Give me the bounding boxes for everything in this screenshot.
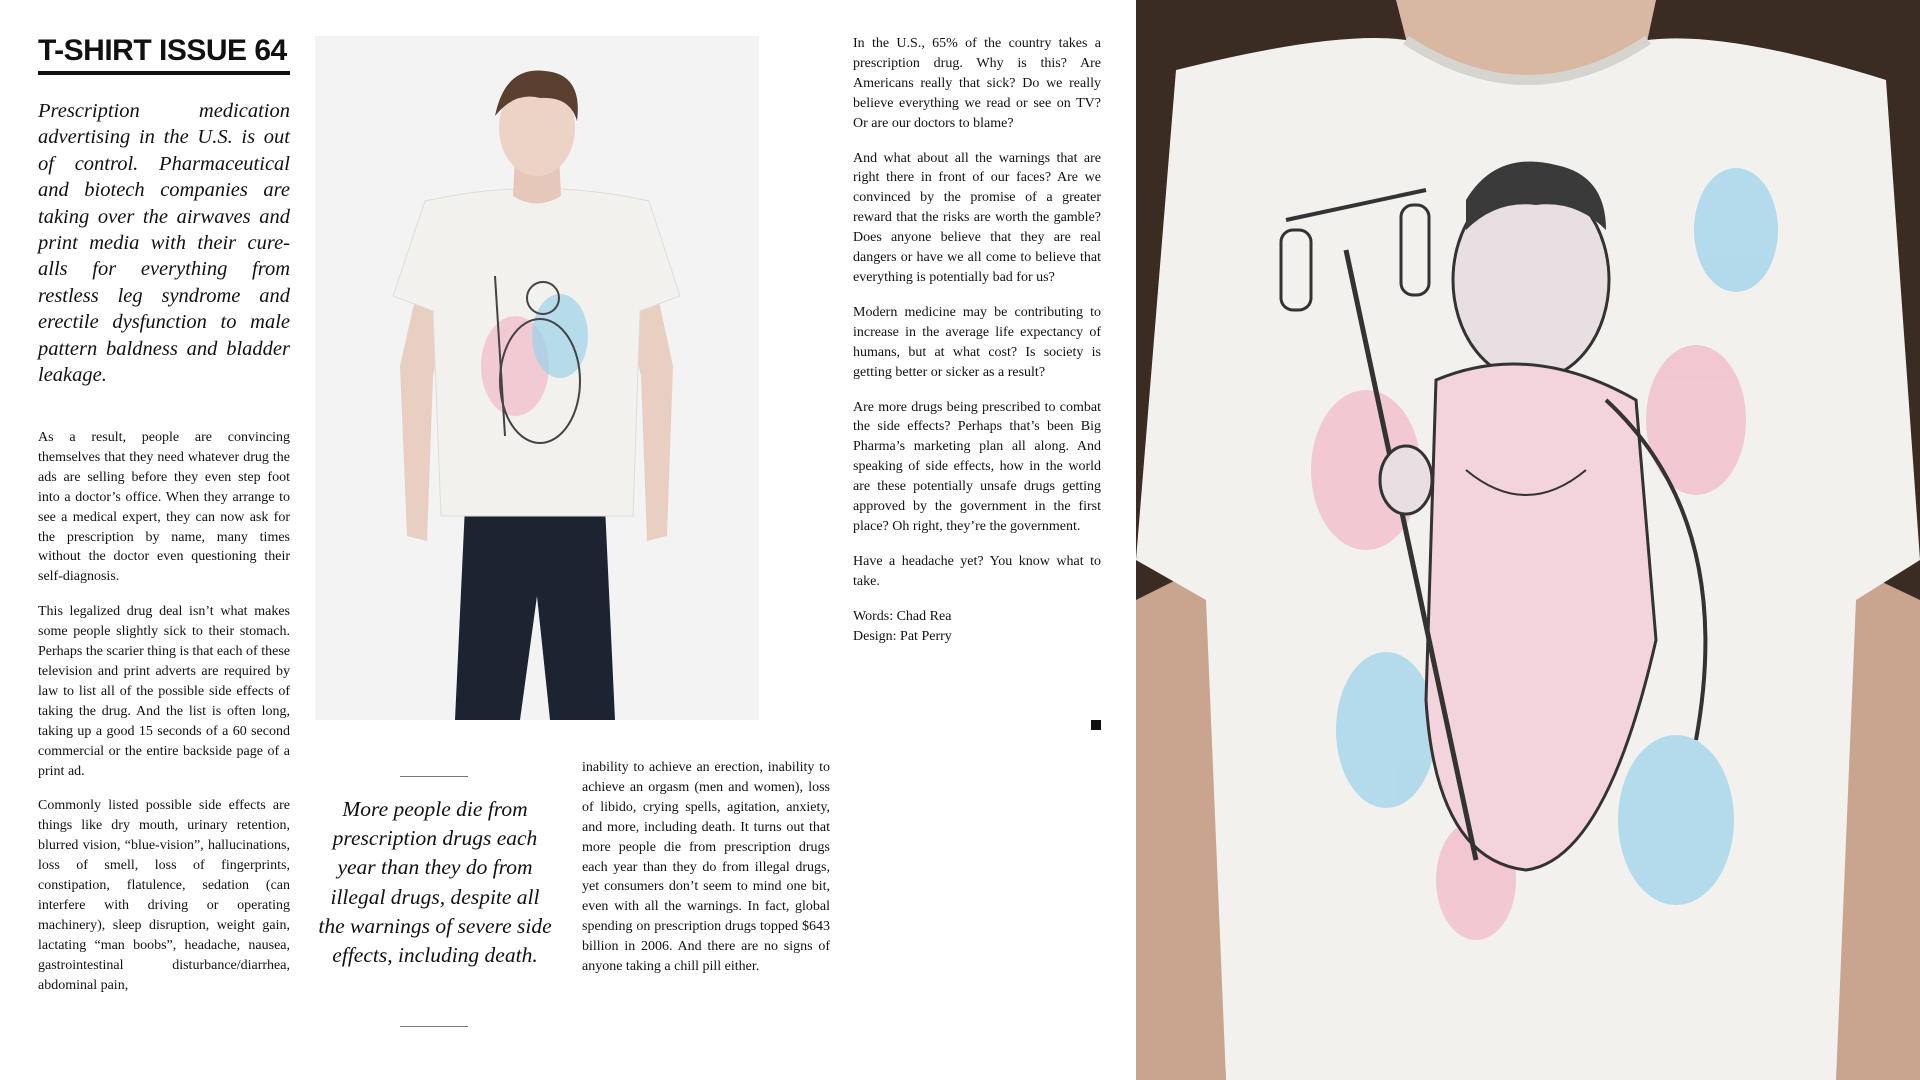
model-photo: [315, 36, 759, 720]
article-lede: Prescription medication advertising in the U.S. is out of control. Pharmaceutical and biotech companies are taking over the airwaves and print media with their cure-alls for everything from restless leg syndrome and erectile dysfunction to male pattern baldness and bladder leakage.: [38, 100, 290, 387]
body-paragraph: This legalized drug deal isn’t what makes some people slightly sick to their stomach. Perhaps the scarier thing is that each of these television and print adverts are required by law to list all of the possible side effects of taking the drug. And the list is often long, taking up a good 15 seconds of a 60 second commercial or the entire backside page of a print ad.: [38, 604, 290, 779]
credit-words: Words: Chad Rea: [853, 608, 952, 624]
body-paragraph: Modern medicine may be contributing to increase in the average life expectancy of humans, but at what cost? Is society is getting better or sicker as a result?: [853, 304, 1101, 380]
credit-design: Design: Pat Perry: [853, 628, 952, 644]
body-paragraph: Have a headache yet? You know what to take.: [853, 553, 1101, 589]
body-paragraph: And what about all the warnings that are right there in front of our faces? Are we convinced by the promise of a greater reward that the risks are worth the gamble? Does anyone believe that they are real dangers or have we all come to believe that everything is potentially bad for us?: [853, 150, 1101, 285]
pull-quote-rule-bottom: [400, 1026, 468, 1027]
pull-quote-rule-top: [400, 776, 468, 777]
article-title: T-SHIRT ISSUE 64: [38, 34, 290, 75]
shirt-closeup-photo: [1136, 0, 1920, 1080]
article-end-mark: [1091, 720, 1101, 730]
body-column-1: [38, 428, 290, 1010]
body-column-3: [582, 758, 830, 992]
body-paragraph: As a result, people are convincing themselves that they need whatever drug the ads are selling before they even step foot into a doctor’s office. When they arrange to see a medical expert, they can now ask for the prescription by name, many times without the doctor even questioning their self-diagnosis.: [38, 430, 290, 585]
body-paragraph: In the U.S., 65% of the country takes a prescription drug. Why is this? Are Americans really that sick? Do we really believe everything we read or see on TV? Or are our doctors to blame?: [853, 36, 1101, 131]
body-paragraph: Commonly listed possible side effects are things like dry mouth, urinary retention, blurred vision, “blue-vision”, hallucinations, loss of smell, loss of fingerprints, constipation, flatulence, sedation (can interfere with driving or operating machinery), sleep disruption, weight gain, lactating “man boobs”, headache, nausea, gastrointestinal disturbance/diarrhea, abdominal pain,: [38, 798, 290, 993]
body-paragraph: inability to achieve an erection, inability to achieve an orgasm (men and women), loss of libido, crying spells, agitation, anxiety, and more, including death. It turns out that more people die from prescription drugs each year than they do from illegal drugs, yet consumers don’t seem to mind one bit, even with all the warnings. In fact, global spending on prescription drugs topped $643 billion in 2006. And there are no signs of anyone taking a chill pill either.: [582, 760, 830, 975]
body-column-4: [853, 34, 1101, 646]
body-paragraph: Are more drugs being prescribed to combat the side effects? Perhaps that’s been Big Pharma’s marketing plan all along. And speaking of side effects, how in the world are these potentially unsafe drugs getting approved by the government in the first place? Oh right, they’re the government.: [853, 399, 1101, 534]
pull-quote: More people die from prescription drugs each year than they do from illegal drugs, despite all the warnings of severe side effects, including death.: [318, 797, 552, 968]
